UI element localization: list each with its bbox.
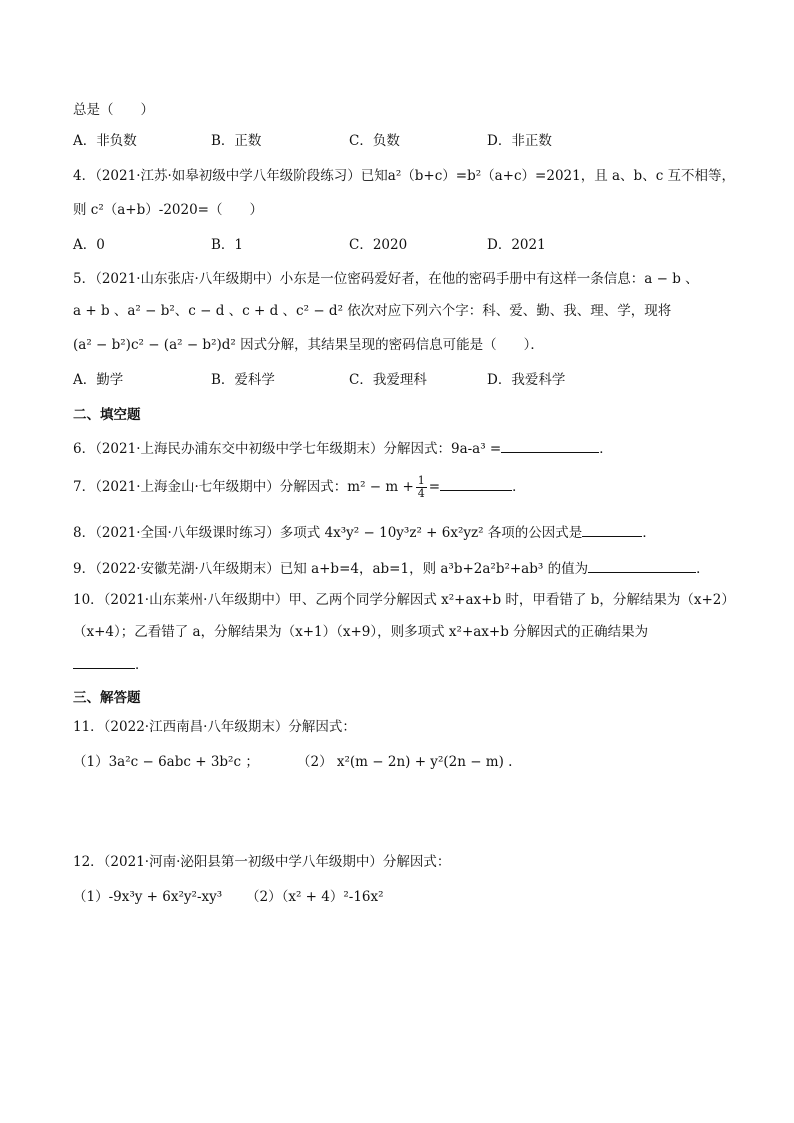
q5-options (73, 370, 733, 390)
q4-stem-line2: 则 c²（a+b）-2020=（ ） (73, 202, 263, 218)
q5-stem-line3: (a² − b²)c² − (a² − b²)d² 因式分解，其结果呈现的密码信息可能是（ ）． (73, 337, 544, 353)
q7-fraction-numerator: 1 (417, 474, 425, 487)
q4-options (73, 235, 733, 255)
q5-option-b: B．爱科学 (211, 372, 275, 388)
q4-option-a: A．0 (73, 237, 105, 253)
q12-part1: （1）-9x³y + 6x²y²-xy³ (73, 889, 223, 905)
q10-stem-line1: 10．（2021·山东莱州·八年级期中）甲、乙两个同学分解因式 x²+ax+b 时，甲看错了 b，分解结果为（x+2） (73, 592, 735, 608)
q7-equals: = (428, 479, 441, 495)
q10-stem-line2: （x+4）；乙看错了 a，分解结果为（x+1）（x+9），则多项式 x²+ax+b 分解因式的正确结果为 (73, 624, 649, 640)
q11-part2: （2） x²(m − 2n) + y²(2n − m) . (297, 754, 513, 770)
q5-option-c: C．我爱理科 (349, 372, 427, 388)
q7-period: ． (512, 479, 526, 495)
q8-period: ． (642, 525, 656, 541)
q6-period: ． (599, 441, 613, 457)
q7-fraction (416, 475, 427, 500)
q3-options (73, 131, 733, 151)
q3-option-a: A．非负数 (73, 133, 137, 149)
q3-stem-tail: 总是（ ） (73, 102, 154, 118)
q8-answer-blank[interactable] (582, 522, 642, 537)
q10-period: ． (135, 657, 149, 673)
q11-stem: 11．（2022·江西南昌·八年级期末）分解因式： (73, 719, 356, 735)
q9-period: ． (696, 561, 710, 577)
q12-stem: 12．（2021·河南·泌阳县第一初级中学八年级期中）分解因式： (73, 854, 451, 870)
q5-stem-line1: 5．（2021·山东张店·八年级期中）小东是一位密码爱好者，在他的密码手册中有这样一条信息：a − b 、 (73, 271, 699, 287)
q7 (73, 475, 526, 500)
q3-option-c: C．负数 (349, 133, 400, 149)
section-solve-heading: 三、解答题 (73, 690, 141, 706)
q7-text: 7．（2021·上海金山·七年级期中）分解因式：m² − m + (73, 479, 414, 495)
q6-text: 6．（2021·上海民办浦东交中初级中学七年级期末）分解因式：9a-a³ = (73, 441, 502, 457)
q6-answer-blank[interactable] (501, 438, 599, 453)
q12-part2: （2）（x² + 4）²-16x² (246, 889, 384, 905)
q5-option-a: A．勤学 (73, 372, 124, 388)
q4-option-d: D．2021 (487, 237, 546, 253)
q8 (73, 522, 656, 543)
q10-answer-blank[interactable] (73, 654, 135, 669)
q6 (73, 438, 613, 459)
q9-text: 9．（2022·安徽芜湖·八年级期末）已知 a+b=4，ab=1，则 a³b+2a²b²+ab³ 的值为 (73, 561, 589, 577)
q5-option-d: D．我爱科学 (487, 372, 566, 388)
q7-fraction-denominator: 4 (417, 487, 425, 500)
q3-option-b: B．正数 (211, 133, 262, 149)
q9-answer-blank[interactable] (588, 558, 696, 573)
q11-part1: （1）3a²c − 6abc + 3b²c ； (73, 754, 259, 770)
q8-text: 8．（2021·全国·八年级课时练习）多项式 4x³y² − 10y³z² + 6x²yz² 各项的公因式是 (73, 525, 583, 541)
q4-option-c: C．2020 (349, 237, 408, 253)
q4-option-b: B．1 (211, 237, 244, 253)
section-fill-in-heading: 二、填空题 (73, 407, 141, 423)
q10-answer-line (73, 654, 149, 675)
q7-answer-blank[interactable] (440, 476, 512, 491)
q9 (73, 558, 710, 579)
q5-stem-line2: a + b 、a² − b²、c − d 、c + d 、c² − d² 依次对应下列六个字：科、爱、勤、我、理、学，现将 (73, 303, 672, 319)
q3-option-d: D．非正数 (487, 133, 552, 149)
q4-stem-line1: 4．（2021·江苏·如皋初级中学八年级阶段练习）已知a²（b+c）=b²（a+c）=2021，且 a、b、c 互不相等， (73, 168, 736, 184)
